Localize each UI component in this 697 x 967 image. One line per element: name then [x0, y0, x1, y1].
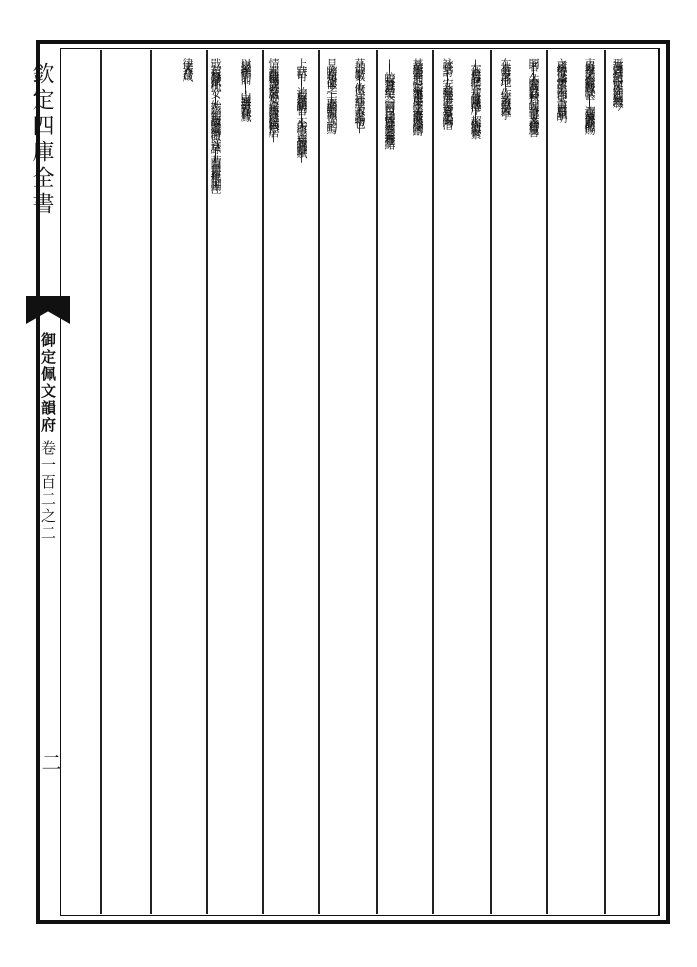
column-rule	[376, 50, 378, 914]
column-rule	[206, 50, 208, 914]
text-column: 上 狀目可|| 泊焉蔡邕釋誨明哲||不失所寧 邈焉晉明帝蟬賦|	[295, 58, 308, 155]
text-column: |在下有居靜之體 介焉晉書隱逸傳序||超俗浩然養素	[469, 58, 482, 132]
text-column: 律文表方岳咸	[181, 58, 194, 74]
text-column: 以顰瘁指季豹而|| 山立遵渚龍見在林鳳	[239, 58, 252, 114]
margin-volume: 卷一百二之二	[39, 440, 57, 542]
text-column: 詠貧士詩||安 藏聲江海之上卷迹囂氛之表陶潛	[441, 58, 454, 122]
margin-page-number: 二	[38, 752, 62, 772]
text-column: 問者||久不聞問具以春秋對 魄焉晉書天文志會稽虞喜	[527, 58, 540, 130]
column-rule	[490, 50, 492, 914]
column-rule	[262, 50, 264, 914]
margin-title: 欽定四庫全書	[29, 62, 54, 218]
text-column: 吏脩身奉法未有能稱朕意朕甚|| 潤焉漢書嚴助傳賜	[583, 58, 596, 127]
text-column: 見 瞻焉荀子徐偃王之 |而不滿酌焉而不竭 酌焉	[325, 58, 338, 126]
text-column: 在上有常安之形地| 作安天論以為天確乎	[499, 58, 512, 112]
text-column: 焉漢書宣帝紀詔曰文王作罰刑茲無赦今	[611, 58, 624, 103]
column-rule	[604, 50, 606, 914]
column-rule	[318, 50, 320, 914]
text-column: 情 漼焉陸機弔魏武帝文執姬女 儼焉陸雲逸民賦寂然尸居|	[267, 58, 280, 135]
margin-book-title: 御定佩文韻府	[39, 332, 57, 434]
column-rule	[432, 50, 434, 914]
column-rule	[150, 50, 152, 914]
text-column: 莫抽 歷數||攸徵 注焉莊子夫大壑之為物也|	[353, 58, 366, 126]
column-rule	[546, 50, 548, 914]
column-rule	[100, 50, 102, 914]
text-column: 戢 藐焉寡婦賦序孤 女||始孩 覿焉袁嶠之蘭亭詩微 音迭詠||若蘭 欝焉孔稚圭上刪注	[209, 58, 222, 186]
text-column: 之廬勞侍從之事懷故土出為郡吏 書曰君厭承明	[555, 58, 568, 115]
text-column: 其業所樂非窮通 翳焉宋書禮志庠序之業或廢或興遂令陶鑄	[411, 58, 424, 128]
text-column: || 皎焉齊書高帝紀天之 闕日用之功民性靡素絲之益亹亹生緒	[383, 58, 396, 142]
